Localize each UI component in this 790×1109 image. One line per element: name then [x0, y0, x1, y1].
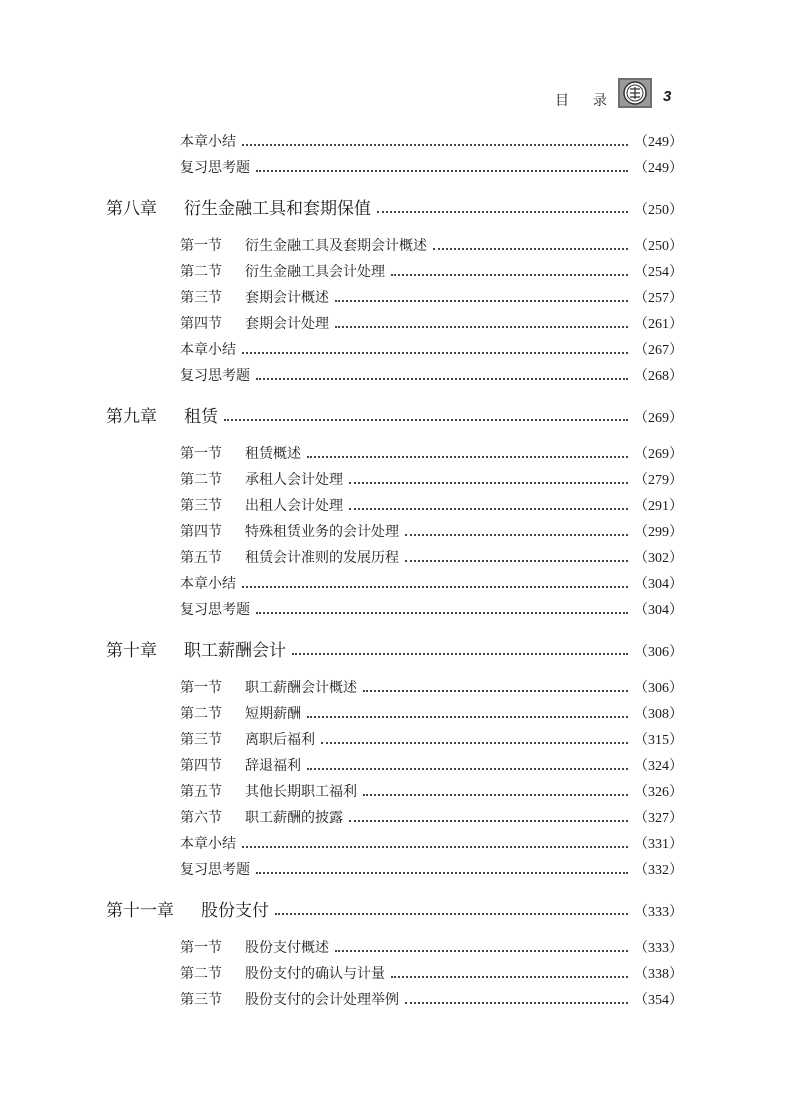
dot-leader	[275, 913, 628, 915]
toc-section-entry[interactable]	[180, 753, 683, 775]
dot-leader	[433, 248, 628, 250]
section-title: 短期薪酬	[245, 706, 301, 722]
dot-leader	[349, 820, 628, 822]
dot-leader	[256, 170, 628, 172]
chapter-number: 第八章	[106, 199, 157, 219]
section-title: 特殊租赁业务的会计处理	[245, 524, 399, 540]
toc-chapter-entry[interactable]	[106, 193, 683, 219]
toc-section-entry[interactable]	[180, 857, 683, 879]
toc-section-entry[interactable]	[180, 831, 683, 853]
section-title: 套期会计处理	[245, 316, 329, 332]
dot-leader	[256, 872, 628, 874]
page-reference: （327）	[634, 811, 683, 826]
running-head-char-2: 录	[593, 93, 607, 109]
page-number: 3	[663, 88, 672, 105]
dot-leader	[224, 419, 628, 421]
section-number: 第四节	[180, 524, 222, 540]
dot-leader	[335, 300, 628, 302]
section-title: 职工薪酬的披露	[245, 810, 343, 826]
toc-section-entry[interactable]	[180, 935, 683, 957]
dot-leader	[363, 690, 628, 692]
dot-leader	[349, 482, 628, 484]
chapter-number: 第九章	[106, 407, 157, 427]
section-number: 第一节	[180, 940, 222, 956]
section-title: 本章小结	[180, 134, 236, 150]
running-head-char-1: 目	[555, 93, 569, 109]
page-reference: （306）	[634, 681, 683, 696]
dot-leader	[242, 846, 628, 848]
section-title: 租赁会计准则的发展历程	[245, 550, 399, 566]
section-title: 离职后福利	[245, 732, 315, 748]
page-reference: （333）	[634, 941, 683, 956]
section-title: 本章小结	[180, 342, 236, 358]
dot-leader	[256, 378, 628, 380]
section-title: 复习思考题	[180, 368, 250, 384]
section-title: 股份支付的确认与计量	[245, 966, 385, 982]
section-number: 第二节	[180, 264, 222, 280]
page-reference: （250）	[634, 203, 683, 218]
toc-section-entry[interactable]	[180, 701, 683, 723]
section-title: 复习思考题	[180, 160, 250, 176]
dot-leader	[307, 716, 628, 718]
page-reference: （249）	[634, 161, 683, 176]
page-reference: （267）	[634, 343, 683, 358]
toc-section-entry[interactable]	[180, 129, 683, 151]
page-reference: （338）	[634, 967, 683, 982]
section-title: 其他长期职工福利	[245, 784, 357, 800]
page-reference: （324）	[634, 759, 683, 774]
page-reference: （269）	[634, 447, 683, 462]
section-number: 第四节	[180, 758, 222, 774]
toc-section-entry[interactable]	[180, 441, 683, 463]
dot-leader	[321, 742, 628, 744]
toc-section-entry[interactable]	[180, 987, 683, 1009]
page-reference: （291）	[634, 499, 683, 514]
section-title: 衍生金融工具会计处理	[245, 264, 385, 280]
section-title: 职工薪酬会计概述	[245, 680, 357, 696]
toc-section-entry[interactable]	[180, 467, 683, 489]
chapter-number: 第十章	[106, 641, 157, 661]
page-reference: （331）	[634, 837, 683, 852]
section-number: 第五节	[180, 784, 222, 800]
page-reference: （308）	[634, 707, 683, 722]
section-number: 第一节	[180, 238, 222, 254]
toc-section-entry[interactable]	[180, 259, 683, 281]
page-reference: （315）	[634, 733, 683, 748]
toc-section-entry[interactable]	[180, 597, 683, 619]
dot-leader	[242, 586, 628, 588]
dot-leader	[405, 534, 628, 536]
section-title: 本章小结	[180, 836, 236, 852]
page-reference: （299）	[634, 525, 683, 540]
section-title: 租赁概述	[245, 446, 301, 462]
page-reference: （279）	[634, 473, 683, 488]
toc-section-entry[interactable]	[180, 337, 683, 359]
toc-section-entry[interactable]	[180, 155, 683, 177]
toc-chapter-entry[interactable]	[106, 401, 683, 427]
toc-section-entry[interactable]	[180, 363, 683, 385]
section-title: 股份支付概述	[245, 940, 329, 956]
section-title: 套期会计概述	[245, 290, 329, 306]
section-number: 第一节	[180, 446, 222, 462]
page-reference: （268）	[634, 369, 683, 384]
dot-leader	[335, 950, 628, 952]
chapter-title: 股份支付	[201, 901, 269, 921]
dot-leader	[242, 144, 628, 146]
dot-leader	[335, 326, 628, 328]
section-number: 第三节	[180, 732, 222, 748]
toc-section-entry[interactable]	[180, 519, 683, 541]
page-reference: （304）	[634, 577, 683, 592]
section-number: 第六节	[180, 810, 222, 826]
section-title: 本章小结	[180, 576, 236, 592]
dot-leader	[363, 794, 628, 796]
dot-leader	[405, 1002, 628, 1004]
page-reference: （333）	[634, 905, 683, 920]
dot-leader	[307, 456, 628, 458]
chapter-title: 衍生金融工具和套期保值	[184, 199, 371, 219]
page-reference: （250）	[634, 239, 683, 254]
toc-section-entry[interactable]	[180, 571, 683, 593]
dot-leader	[256, 612, 628, 614]
toc-section-entry[interactable]	[180, 233, 683, 255]
dot-leader	[242, 352, 628, 354]
section-number: 第一节	[180, 680, 222, 696]
chapter-title: 租赁	[184, 407, 218, 427]
page-reference: （354）	[634, 993, 683, 1008]
dot-leader	[391, 976, 628, 978]
chapter-number: 第十一章	[106, 901, 174, 921]
dot-leader	[349, 508, 628, 510]
toc-section-entry[interactable]	[180, 285, 683, 307]
toc-section-entry[interactable]	[180, 311, 683, 333]
page-reference: （302）	[634, 551, 683, 566]
toc-section-entry[interactable]	[180, 961, 683, 983]
section-title: 辞退福利	[245, 758, 301, 774]
section-title: 股份支付的会计处理举例	[245, 992, 399, 1008]
section-number: 第三节	[180, 498, 222, 514]
page-header	[0, 78, 790, 112]
toc-chapter-entry[interactable]	[106, 635, 683, 661]
dot-leader	[307, 768, 628, 770]
chapter-title: 职工薪酬会计	[184, 641, 286, 661]
toc-chapter-entry[interactable]	[106, 895, 683, 921]
page-reference: （269）	[634, 411, 683, 426]
section-number: 第四节	[180, 316, 222, 332]
running-head	[555, 90, 607, 110]
dot-leader	[405, 560, 628, 562]
section-number: 第三节	[180, 992, 222, 1008]
toc-section-entry[interactable]	[180, 493, 683, 515]
page-reference: （326）	[634, 785, 683, 800]
dot-leader	[391, 274, 628, 276]
toc-section-entry[interactable]	[180, 675, 683, 697]
page-reference: （304）	[634, 603, 683, 618]
section-number: 第二节	[180, 966, 222, 982]
page-reference: （254）	[634, 265, 683, 280]
page-reference: （249）	[634, 135, 683, 150]
section-title: 承租人会计处理	[245, 472, 343, 488]
section-number: 第三节	[180, 290, 222, 306]
toc-section-entry[interactable]	[180, 779, 683, 801]
section-title: 复习思考题	[180, 602, 250, 618]
section-title: 复习思考题	[180, 862, 250, 878]
section-number: 第五节	[180, 550, 222, 566]
toc-section-entry[interactable]	[180, 545, 683, 567]
page-reference: （306）	[634, 645, 683, 660]
page-reference: （261）	[634, 317, 683, 332]
section-title: 出租人会计处理	[245, 498, 343, 514]
section-title: 衍生金融工具及套期会计概述	[245, 238, 427, 254]
page-reference: （257）	[634, 291, 683, 306]
publisher-seal-icon	[618, 78, 652, 108]
dot-leader	[292, 653, 628, 655]
section-number: 第二节	[180, 472, 222, 488]
toc-section-entry[interactable]	[180, 805, 683, 827]
page-reference: （332）	[634, 863, 683, 878]
toc-section-entry[interactable]	[180, 727, 683, 749]
section-number: 第二节	[180, 706, 222, 722]
dot-leader	[377, 211, 628, 213]
